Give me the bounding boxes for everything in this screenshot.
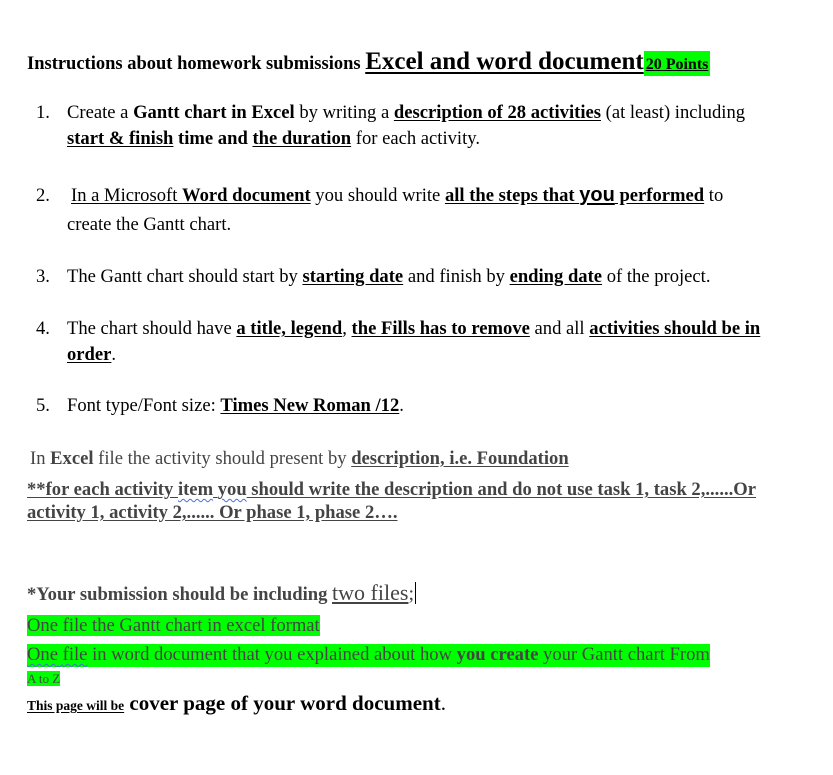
document-heading <box>27 44 710 83</box>
text-run: file the activity should present by <box>93 448 352 469</box>
text-run: do not use task 1, task 2,......Or activity 1, activity 2,...... Or phase 1, phase 2…. <box>27 479 756 523</box>
text-run: activities should be in order <box>67 318 761 365</box>
text-run: Word document <box>182 185 311 206</box>
spelling-flagged-word: item <box>177 479 214 500</box>
text-run: Font type/Font size: <box>67 395 221 416</box>
text-run: , <box>342 318 352 339</box>
heading-main: Excel and word document <box>365 48 644 75</box>
text-run: *Your submission should be including <box>27 584 333 605</box>
text-run: of the project. <box>602 266 711 287</box>
text-run: time and <box>173 128 253 149</box>
highlighted-text: One file the Gantt chart in excel format <box>27 615 320 636</box>
text-run: and all <box>529 318 590 339</box>
item-text <box>67 181 772 239</box>
highlighted-text: A to Z <box>27 671 61 686</box>
text-run: **for each activity <box>27 479 178 500</box>
text-run: start & finish <box>67 128 174 149</box>
item-text <box>67 393 772 419</box>
text-run: a title, legend <box>236 318 343 339</box>
heading-points-badge: 20 Points <box>644 51 711 76</box>
instruction-item-2 <box>30 181 775 237</box>
item-number: 3. <box>36 266 50 287</box>
text-run: for each activity. <box>351 128 480 149</box>
text-run: ending date <box>509 266 603 287</box>
instruction-item-3 <box>30 264 775 292</box>
file-one-note <box>27 614 772 637</box>
text-run: Gantt chart in Excel <box>133 102 295 123</box>
instruction-item-4 <box>30 316 775 372</box>
text-run: Times New Roman /12 <box>220 395 400 416</box>
text-run: description of 28 activities <box>393 102 601 123</box>
text-run: to create the Gantt chart. <box>67 185 724 235</box>
text-run: In a Microsoft <box>71 185 183 206</box>
item-number: 4. <box>36 318 50 339</box>
activity-naming-note <box>27 478 767 524</box>
text-run: you <box>579 184 615 206</box>
text-run: should write the description and <box>246 479 513 500</box>
item-number: 2. <box>36 185 50 206</box>
spelling-flagged-word: One <box>27 644 58 665</box>
text-run: Excel <box>50 448 94 469</box>
text-run: . <box>111 344 117 365</box>
file-two-note <box>27 643 767 689</box>
text-run: The chart should have <box>67 318 237 339</box>
cover-page-note <box>27 692 772 717</box>
text-run: . <box>440 691 446 715</box>
item-text <box>67 100 772 152</box>
text-run: by writing a <box>294 102 394 123</box>
item-text <box>67 316 772 368</box>
item-number: 1. <box>36 102 50 123</box>
item-number: 5. <box>36 395 50 416</box>
text-run: description, i.e. Foundation <box>351 448 569 469</box>
text-run: This page will be <box>27 698 125 713</box>
excel-description-note <box>30 447 775 470</box>
text-run: starting date <box>302 266 404 287</box>
instruction-item-5 <box>30 393 775 421</box>
spelling-flagged-word: file <box>62 644 88 665</box>
text-run: the duration <box>252 128 352 149</box>
instruction-item-1 <box>30 100 775 154</box>
text-run: performed <box>614 185 705 206</box>
text-run: in word document that you explained about how <box>87 644 457 665</box>
text-cursor <box>415 582 416 604</box>
text-run: you create <box>456 644 539 665</box>
text-run: and finish by <box>403 266 510 287</box>
text-run: your Gantt chart From <box>538 644 710 665</box>
text-run: two files <box>332 580 409 605</box>
spelling-flagged-word: you <box>217 479 247 500</box>
submission-files-note <box>27 581 772 606</box>
text-run: Create a <box>67 102 134 123</box>
item-text <box>67 264 772 290</box>
text-run: In <box>30 448 51 469</box>
text-run: cover page of your word document <box>124 691 441 715</box>
text-run: the Fills has to remove <box>351 318 530 339</box>
text-run: (at least) including <box>600 102 746 123</box>
text-run: The Gantt chart should start by <box>67 266 303 287</box>
text-run: you should write <box>310 185 445 206</box>
text-run: ; <box>408 583 414 605</box>
heading-intro: Instructions about homework submissions <box>27 54 366 74</box>
text-run: all the steps that <box>444 185 580 206</box>
text-run: . <box>399 395 404 416</box>
